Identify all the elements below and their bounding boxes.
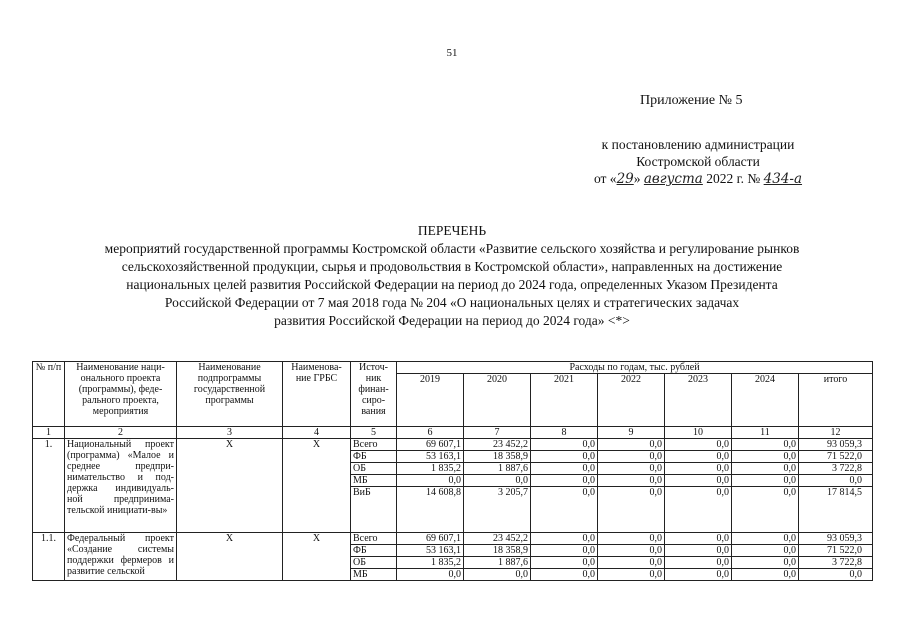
row-value: 0,0 (732, 451, 799, 463)
header-year: 2024 (732, 374, 799, 427)
column-number: 4 (283, 427, 351, 439)
decree-line-1: к постановлению администрации (601, 137, 795, 152)
column-number: 7 (464, 427, 531, 439)
page-number: 51 (446, 47, 458, 59)
row-value: 0,0 (665, 451, 732, 463)
row-name: Национальный проект (программа) «Малое и среднее предпри-нимательство и под-держка индивидуаль-ной предпринима-тельской инициати-вы» (65, 439, 177, 533)
header-grbs: Наименова-ние ГРБС (283, 362, 351, 427)
row-value: 0,0 (531, 463, 598, 475)
row-value: 0,0 (732, 439, 799, 451)
row-value: 14 608,8 (397, 487, 464, 533)
row-value: 0,0 (665, 463, 732, 475)
decree-year: 2022 г. № (702, 171, 764, 186)
row-value: 0,0 (598, 533, 665, 545)
row-value: 1 887,6 (464, 463, 531, 475)
row-value: 0,0 (598, 545, 665, 557)
row-value: 0,0 (397, 475, 464, 487)
row-value: 69 607,1 (397, 533, 464, 545)
row-source: ОБ (351, 463, 397, 475)
row-value: 0,0 (799, 475, 873, 487)
column-number: 5 (351, 427, 397, 439)
header-year: 2021 (531, 374, 598, 427)
row-value: 69 607,1 (397, 439, 464, 451)
title-line: национальных целей развития Российской Федерации на период до 2024 года, определенных Указом Президента (126, 277, 778, 292)
row-value: 0,0 (732, 569, 799, 581)
row-value: 0,0 (531, 451, 598, 463)
title-heading: ПЕРЕЧЕНЬ (417, 223, 487, 238)
row-value: 1 835,2 (397, 463, 464, 475)
header-year: итого (799, 374, 873, 427)
row-value: 0,0 (598, 475, 665, 487)
decree-date-line (548, 170, 848, 188)
header-source: Источ-ник финан-сиро-вания (351, 362, 397, 427)
row-value: 0,0 (598, 557, 665, 569)
row-value: 71 522,0 (799, 545, 873, 557)
row-value: 0,0 (665, 487, 732, 533)
row-value: 3 722,8 (799, 463, 873, 475)
row-value: 0,0 (531, 487, 598, 533)
row-source: ФБ (351, 451, 397, 463)
row-value: 0,0 (598, 487, 665, 533)
header-subprogram: Наименование подпрограммы государственной программы (177, 362, 283, 427)
title-line: развития Российской Федерации на период до 2024 года» <*> (274, 313, 630, 328)
row-value: 0,0 (598, 451, 665, 463)
decree-line-2: Костромской области (636, 154, 760, 169)
row-value: 0,0 (598, 439, 665, 451)
table-row (33, 439, 873, 451)
row-value: 23 452,2 (464, 439, 531, 451)
row-value: 0,0 (531, 533, 598, 545)
title-line: Российской Федерации от 7 мая 2018 года № 204 «О национальных целях и стратегических задачах (164, 295, 740, 310)
column-number: 10 (665, 427, 732, 439)
row-source: МБ (351, 569, 397, 581)
row-value: 0,0 (732, 487, 799, 533)
column-numbers-row (33, 427, 873, 439)
row-source: ФБ (351, 545, 397, 557)
row-value: 0,0 (665, 533, 732, 545)
row-value: 0,0 (665, 569, 732, 581)
column-number: 12 (799, 427, 873, 439)
row-value: 0,0 (397, 569, 464, 581)
column-number: 6 (397, 427, 464, 439)
row-value: 0,0 (464, 475, 531, 487)
title-line: мероприятий государственной программы Костромской области «Развитие сельского хозяйства и регулирование рынков (104, 241, 800, 256)
decree-date-mid: » (633, 171, 644, 186)
row-value: 0,0 (665, 439, 732, 451)
row-grbs: Х (283, 439, 351, 533)
document-title (60, 222, 844, 330)
table-row (33, 533, 873, 545)
row-value: 0,0 (732, 475, 799, 487)
row-name: Федеральный проект «Создание системы поддержки фермеров и развитие сельской (65, 533, 177, 581)
row-source: Всего (351, 533, 397, 545)
row-value: 0,0 (732, 545, 799, 557)
row-value: 93 059,3 (799, 533, 873, 545)
header-year: 2019 (397, 374, 464, 427)
row-value: 93 059,3 (799, 439, 873, 451)
row-source: ОБ (351, 557, 397, 569)
row-value: 17 814,5 (799, 487, 873, 533)
row-value: 0,0 (464, 569, 531, 581)
row-value: 1 887,6 (464, 557, 531, 569)
row-value: 3 722,8 (799, 557, 873, 569)
row-value: 0,0 (531, 557, 598, 569)
row-value: 0,0 (531, 439, 598, 451)
row-value: 0,0 (531, 475, 598, 487)
row-source: ВиБ (351, 487, 397, 533)
row-value: 0,0 (531, 569, 598, 581)
row-value: 3 205,7 (464, 487, 531, 533)
row-value: 18 358,9 (464, 545, 531, 557)
header-project: Наименование наци-онального проекта (программы), феде-рального проекта, мероприятия (65, 362, 177, 427)
row-value: 0,0 (665, 557, 732, 569)
row-value: 0,0 (732, 533, 799, 545)
table-body (33, 439, 873, 581)
title-line: сельскохозяйственной продукции, сырья и продовольствия в Костромской области», направленных на достижение (121, 259, 783, 274)
row-value: 0,0 (665, 545, 732, 557)
header-year: 2020 (464, 374, 531, 427)
decree-reference (548, 136, 848, 188)
row-number: 1.1. (33, 533, 65, 581)
decree-number: 434-а (763, 171, 803, 187)
row-subprogram: Х (177, 533, 283, 581)
row-value: 0,0 (799, 569, 873, 581)
column-number: 1 (33, 427, 65, 439)
appendix-label: Приложение № 5 (640, 93, 743, 108)
row-subprogram: Х (177, 439, 283, 533)
row-value: 0,0 (598, 569, 665, 581)
row-value: 53 163,1 (397, 545, 464, 557)
row-value: 71 522,0 (799, 451, 873, 463)
decree-date-prefix: от « (593, 171, 617, 186)
row-value: 0,0 (665, 475, 732, 487)
column-number: 2 (65, 427, 177, 439)
header-num: № п/п (33, 362, 65, 427)
row-value: 53 163,1 (397, 451, 464, 463)
row-value: 18 358,9 (464, 451, 531, 463)
row-value: 0,0 (732, 463, 799, 475)
header-year: 2022 (598, 374, 665, 427)
column-number: 8 (531, 427, 598, 439)
row-source: Всего (351, 439, 397, 451)
column-number: 11 (732, 427, 799, 439)
decree-day: 29 (616, 171, 634, 187)
row-value: 0,0 (732, 557, 799, 569)
row-value: 23 452,2 (464, 533, 531, 545)
column-number: 3 (177, 427, 283, 439)
header-year: 2023 (665, 374, 732, 427)
row-grbs: Х (283, 533, 351, 581)
measures-table (32, 361, 873, 581)
row-value: 0,0 (598, 463, 665, 475)
row-source: МБ (351, 475, 397, 487)
row-value: 0,0 (531, 545, 598, 557)
column-number: 9 (598, 427, 665, 439)
row-value: 1 835,2 (397, 557, 464, 569)
decree-month: августа (643, 171, 703, 187)
row-number: 1. (33, 439, 65, 533)
header-expenses: Расходы по годам, тыс. рублей (397, 362, 873, 374)
